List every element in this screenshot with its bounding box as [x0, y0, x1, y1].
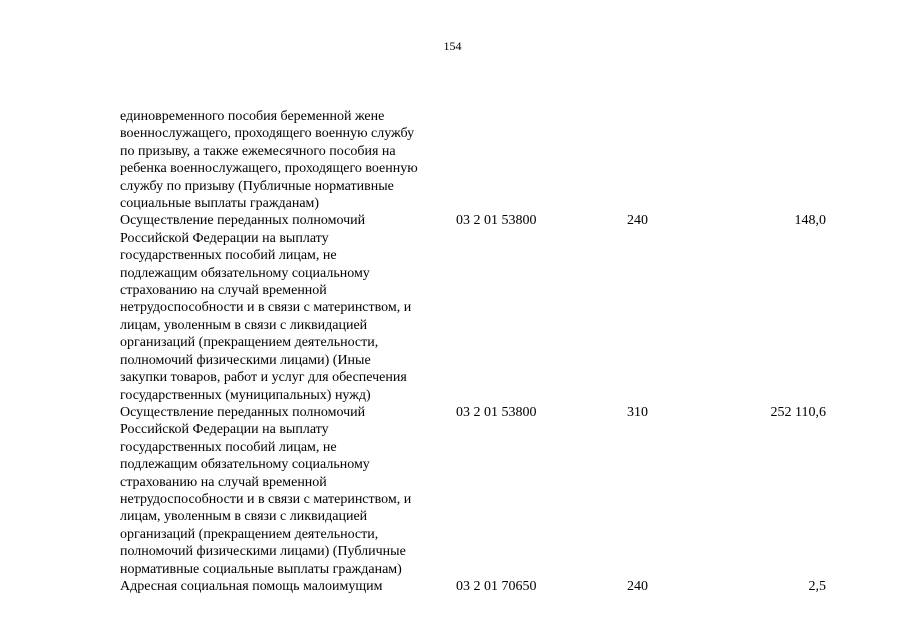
row-code: 03 2 01 70650	[456, 578, 537, 594]
row-expense-type: 240	[627, 578, 648, 594]
table-row	[120, 578, 830, 595]
table-row	[120, 108, 830, 212]
row-expense-type: 310	[627, 404, 648, 420]
row-code: 03 2 01 53800	[456, 213, 537, 229]
row-description: Осуществление переданных полномочий Российской Федерации на выплату государственных пособий лицам, не подлежащим обязательному социальному страхованию на случай временной нетрудоспособности и в связи с материнством, и лицам, уволенным в связи с ликвидацией организаций (прекращением деятельности, полномочий физическими лицами) (Иные закупки товаров, работ и услуг для обеспечения государственных (муниципальных) нужд)	[120, 213, 412, 403]
row-description: единовременного пособия беременной жене военнослужащего, проходящего военную службу по призыву, а также ежемесячного пособия на ребенка военнослужащего, проходящего военную службу по призыву (Публичные нормативные социальные выплаты гражданам)	[120, 109, 418, 212]
budget-table	[120, 108, 830, 595]
table-row	[120, 404, 830, 578]
row-code: 03 2 01 53800	[456, 404, 537, 420]
row-amount: 252 110,6	[770, 404, 826, 420]
row-expense-type: 240	[627, 213, 648, 229]
row-description: Осуществление переданных полномочий Российской Федерации на выплату государственных пособий лицам, не подлежащим обязательному социальному страхованию на случай временной нетрудоспособности и в связи с материнством, и лицам, уволенным в связи с ликвидацией организаций (прекращением деятельности, полномочий физическими лицами) (Публичные нормативные социальные выплаты гражданам)	[120, 404, 412, 577]
row-amount: 148,0	[794, 213, 826, 229]
row-description: Адресная социальная помощь малоимущим	[120, 578, 383, 594]
row-amount: 2,5	[808, 578, 826, 594]
page-number: 154	[443, 39, 462, 53]
table-row	[120, 212, 830, 403]
